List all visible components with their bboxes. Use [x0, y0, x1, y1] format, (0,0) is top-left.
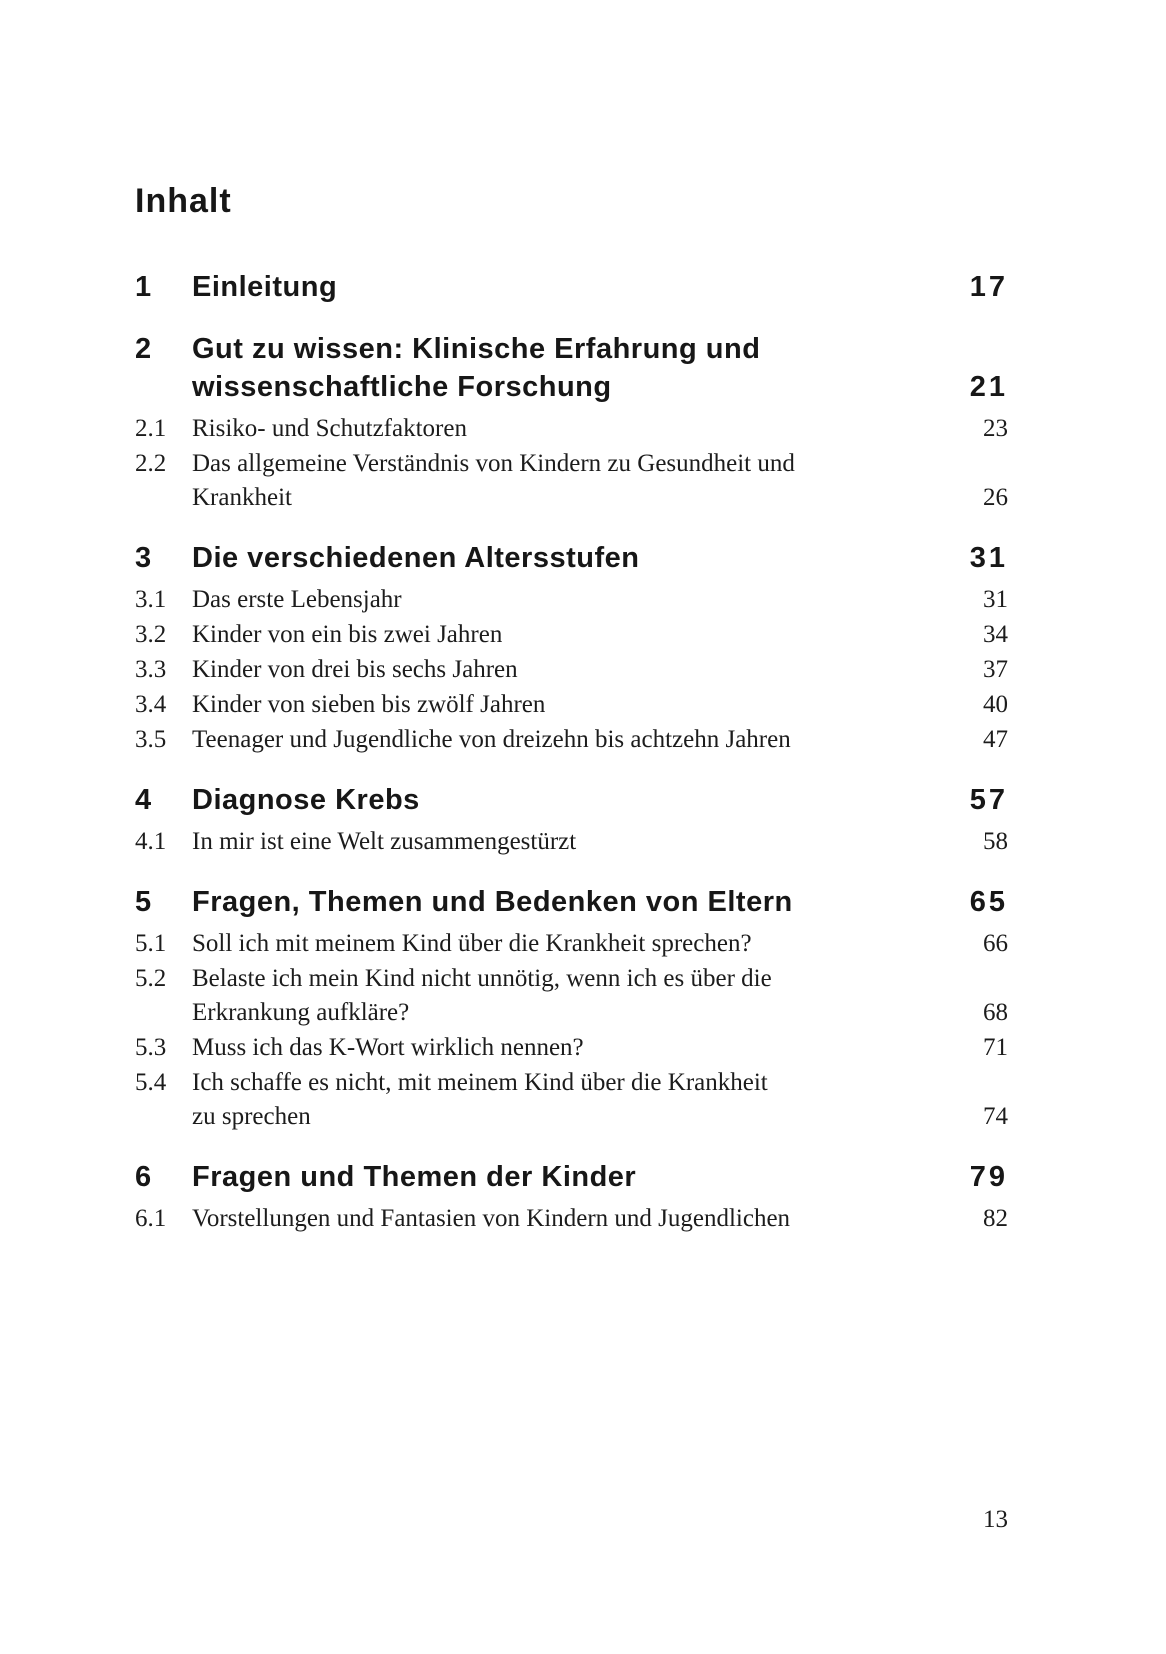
toc-entry-page-number: 58: [983, 828, 1008, 855]
toc-entry-number: 3.1: [135, 586, 167, 613]
toc-entry: [135, 1031, 1008, 1065]
toc-entry-title: [192, 781, 950, 819]
toc-content: [135, 183, 1008, 1236]
toc-entry: [135, 653, 1008, 687]
toc-entry-title: [192, 1202, 963, 1236]
toc-entry-page-number: 65: [969, 886, 1008, 918]
toc-entry-title: [192, 883, 950, 921]
toc-entry: [135, 583, 1008, 617]
toc-entry-line: Vorstellungen und Fantasien von Kindern und Jugendlichen: [192, 1205, 791, 1232]
toc-entry-line: Das erste Lebensjahr: [192, 586, 402, 613]
toc-entry-title: [192, 268, 950, 306]
toc-entry: [135, 447, 1008, 515]
page-number-folio: 13: [983, 1506, 1008, 1533]
toc-entry-title: [192, 1031, 963, 1065]
toc-entry-line: wissenschaftliche Forschung: [192, 371, 612, 403]
toc-entry-number: 4: [135, 784, 152, 816]
toc-entry-line: Die verschiedenen Altersstufen: [192, 542, 640, 574]
toc-entry-page-number: 34: [983, 621, 1008, 648]
toc-entry-line: Erkrankung aufkläre?: [192, 999, 410, 1026]
toc-entry: [135, 688, 1008, 722]
toc-entry-line: Diagnose Krebs: [192, 784, 420, 816]
toc-entry: [135, 1066, 1008, 1134]
toc-entry-line: Einleitung: [192, 271, 338, 303]
toc-entry-title: [192, 1066, 963, 1134]
toc-entry-number: 3.4: [135, 691, 167, 718]
toc-entry-title: [192, 825, 963, 859]
toc-entry: [135, 927, 1008, 961]
toc-entry-number: 2: [135, 333, 152, 365]
toc-entry-page-number: 37: [983, 656, 1008, 683]
toc-list: [135, 268, 1008, 1236]
toc-entry-page-number: 79: [969, 1161, 1008, 1193]
toc-entry-line: zu sprechen: [192, 1103, 311, 1130]
toc-entry-line: Muss ich das K-Wort wirklich nennen?: [192, 1034, 584, 1061]
toc-entry-page-number: 47: [983, 726, 1008, 753]
toc-entry-number: 5.3: [135, 1034, 167, 1061]
toc-entry-line: Das allgemeine Verständnis von Kindern zu Gesundheit und: [192, 450, 795, 477]
toc-entry-title: [192, 962, 963, 1030]
toc-entry: [135, 825, 1008, 859]
toc-entry-page-number: 26: [983, 484, 1008, 511]
toc-entry: [135, 539, 1008, 577]
toc-entry: [135, 883, 1008, 921]
toc-entry-number: 1: [135, 271, 152, 303]
toc-entry-page-number: 40: [983, 691, 1008, 718]
toc-entry-title: [192, 539, 950, 577]
toc-entry-page-number: 66: [983, 930, 1008, 957]
toc-entry-number: 5.1: [135, 930, 167, 957]
toc-entry: [135, 268, 1008, 306]
toc-entry-page-number: 31: [983, 586, 1008, 613]
toc-entry-line: Fragen und Themen der Kinder: [192, 1161, 637, 1193]
toc-entry-number: 6.1: [135, 1205, 167, 1232]
toc-entry-title: [192, 688, 963, 722]
toc-entry-line: Belaste ich mein Kind nicht unnötig, wenn ich es über die: [192, 965, 772, 992]
toc-entry-line: Kinder von drei bis sechs Jahren: [192, 656, 518, 683]
toc-entry-title: [192, 447, 963, 515]
toc-entry-page-number: 17: [969, 271, 1008, 303]
toc-entry-title: [192, 583, 963, 617]
toc-entry-number: 3.2: [135, 621, 167, 648]
toc-entry-number: 5.2: [135, 965, 167, 992]
toc-entry: [135, 1158, 1008, 1196]
toc-entry-title: [192, 927, 963, 961]
toc-entry-line: Ich schaffe es nicht, mit meinem Kind über die Krankheit: [192, 1069, 768, 1096]
toc-entry-page-number: 23: [983, 415, 1008, 442]
toc-entry-line: Kinder von ein bis zwei Jahren: [192, 621, 503, 648]
toc-entry-line: Fragen, Themen und Bedenken von Eltern: [192, 886, 793, 918]
toc-entry: [135, 412, 1008, 446]
toc-entry-line: Gut zu wissen: Klinische Erfahrung und: [192, 333, 761, 365]
toc-entry-number: 3: [135, 542, 152, 574]
toc-entry: [135, 618, 1008, 652]
toc-entry-title: [192, 723, 963, 757]
toc-entry-number: 2.1: [135, 415, 167, 442]
toc-entry-number: 3.3: [135, 656, 167, 683]
toc-entry: [135, 781, 1008, 819]
toc-entry-title: [192, 1158, 950, 1196]
toc-entry-title: [192, 412, 963, 446]
page-title: Inhalt: [135, 182, 232, 220]
toc-entry-page-number: 82: [983, 1205, 1008, 1232]
toc-entry-line: Teenager und Jugendliche von dreizehn bis achtzehn Jahren: [192, 726, 791, 753]
toc-entry-title: [192, 618, 963, 652]
toc-entry-page-number: 71: [983, 1034, 1008, 1061]
toc-entry-page-number: 57: [969, 784, 1008, 816]
toc-entry-line: Soll ich mit meinem Kind über die Krankheit sprechen?: [192, 930, 752, 957]
toc-entry-line: Risiko- und Schutzfaktoren: [192, 415, 467, 442]
toc-entry: [135, 723, 1008, 757]
toc-entry-title: [192, 330, 950, 406]
toc-entry-number: 2.2: [135, 450, 167, 477]
toc-entry-number: 5.4: [135, 1069, 167, 1096]
toc-entry: [135, 330, 1008, 406]
toc-entry-line: In mir ist eine Welt zusammengestürzt: [192, 828, 577, 855]
toc-entry: [135, 962, 1008, 1030]
toc-entry-line: Krankheit: [192, 484, 292, 511]
toc-entry-line: Kinder von sieben bis zwölf Jahren: [192, 691, 546, 718]
toc-entry-number: 6: [135, 1161, 152, 1193]
toc-entry: [135, 1202, 1008, 1236]
toc-entry-title: [192, 653, 963, 687]
toc-entry-page-number: 31: [969, 542, 1008, 574]
toc-entry-page-number: 74: [983, 1103, 1008, 1130]
toc-entry-number: 5: [135, 886, 152, 918]
toc-entry-page-number: 68: [983, 999, 1008, 1026]
toc-entry-page-number: 21: [969, 371, 1008, 403]
toc-entry-number: 4.1: [135, 828, 167, 855]
toc-entry-number: 3.5: [135, 726, 167, 753]
